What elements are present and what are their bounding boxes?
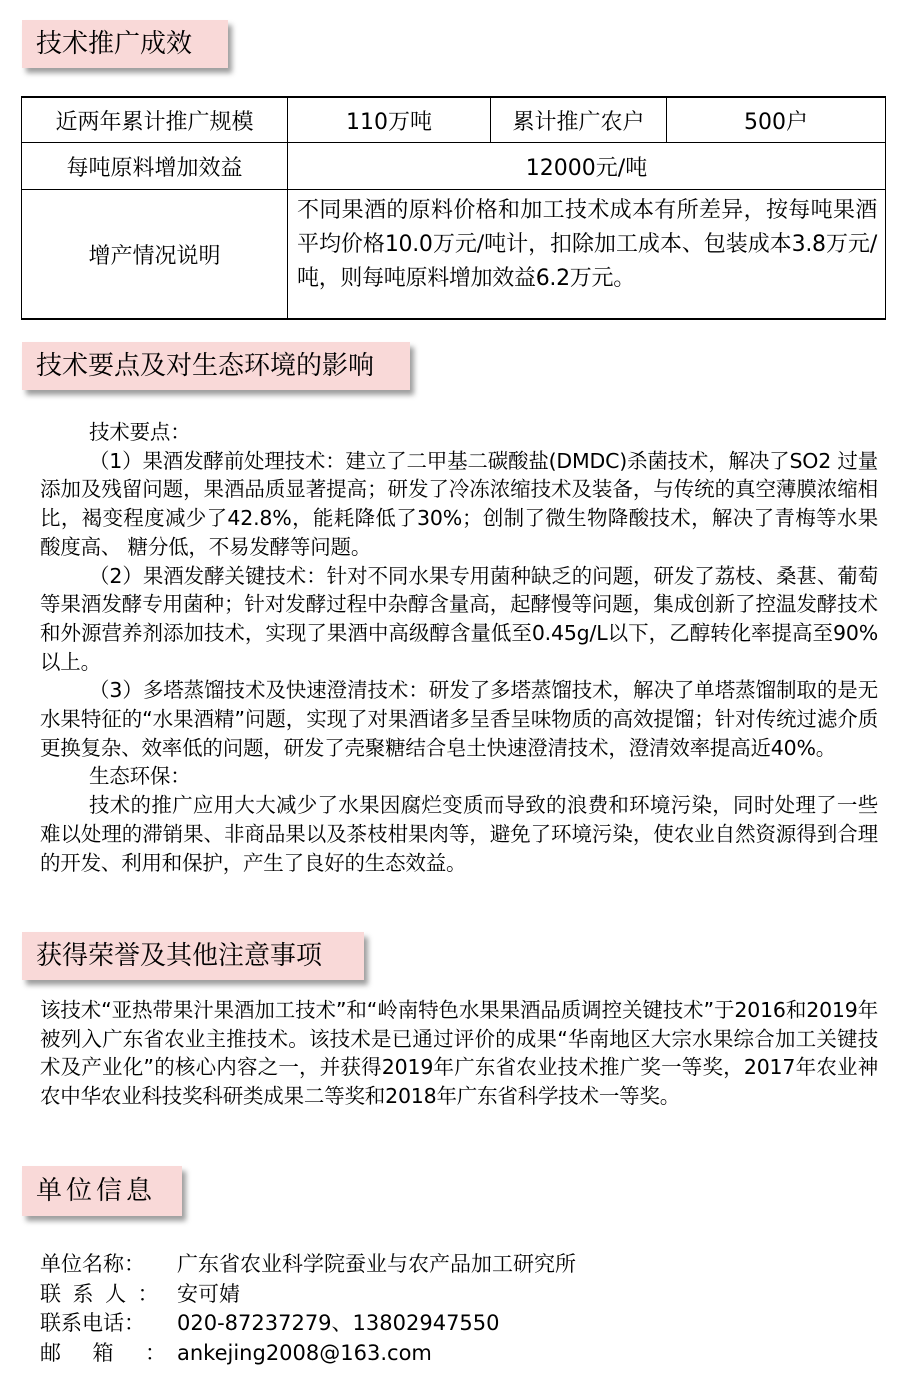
benefit-label-cell: 每吨原料增加效益 xyxy=(22,143,288,190)
note-label-cell: 增产情况说明 xyxy=(22,190,288,320)
eco-heading: 生态环保： xyxy=(89,764,191,789)
honors-text: 该技术“亚热带果汁果酒加工技术”和“岭南特色水果果酒品质调控关键技术”于2016和2019年被列入广东省农业主推技术。该技术是已通过评价的成果“华南地区大宗水果综合加工关键技术及产业化”的核心内容之一，并获得2019年广东省农业技术推广奖一等奖，2017年农业神农中华农业科技奖科研类成果二等奖和2018年广东省科学技术一等奖。 xyxy=(40,998,878,1108)
eco-text: 技术的推广应用大大减少了水果因腐烂变质而导致的浪费和环境污染，同时处理了一些难以处理的滞销果、非商品果以及茶枝柑果肉等，避免了环境污染，使农业自然资源得到合理的开发、利用和保护，产生了良好的生态效益。 xyxy=(40,793,878,875)
table-row xyxy=(22,97,886,143)
contact-person-value: 安可婧 xyxy=(177,1281,240,1306)
phone-label: 联系电话： xyxy=(40,1311,145,1335)
tech-points-body xyxy=(40,418,878,877)
phone-value: 020-87237279、13802947550 xyxy=(177,1311,500,1335)
scale-label-cell: 近两年累计推广规模 xyxy=(22,97,288,143)
tech-point-3: （3）多塔蒸馏技术及快速澄清技术：研发了多塔蒸馏技术，解决了单塔蒸馏制取的是无水果特征的“水果酒精”问题，实现了对果酒诸多呈香呈味物质的高效提馏；针对传统过滤介质更换复杂、效率低的问题，研发了壳聚糖结合皂土快速澄清技术，澄清效率提高近40%。 xyxy=(40,678,878,760)
section-title-unit xyxy=(22,1166,182,1216)
section-title-unit-text: 单位信息 xyxy=(36,1176,157,1206)
note-text-cell: 不同果酒的原料价格和加工技术成本有所差异，按每吨果酒平均价格10.0万元/吨计，扣除加工成本、包装成本3.8万元/吨，则每吨原料增加效益6.2万元。 xyxy=(288,190,886,320)
section-title-effect xyxy=(22,20,228,68)
contact-row-person xyxy=(40,1280,576,1310)
benefit-value-cell: 12000元/吨 xyxy=(288,143,886,190)
section-title-honors-text: 获得荣誉及其他注意事项 xyxy=(36,941,323,971)
contact-row-phone xyxy=(40,1309,576,1339)
scale-value-cell: 110万吨 xyxy=(288,97,491,143)
table-row xyxy=(22,143,886,190)
section-title-effect-text: 技术推广成效 xyxy=(36,29,193,59)
contact-info xyxy=(40,1250,576,1368)
farmers-value-cell: 500户 xyxy=(667,97,886,143)
tech-points-heading: 技术要点： xyxy=(89,420,191,444)
section-title-tech xyxy=(22,342,410,390)
contact-row-email xyxy=(40,1339,576,1369)
email-value[interactable]: ankejing2008@163.com xyxy=(177,1340,432,1365)
email-label: 邮箱： xyxy=(40,1340,198,1365)
tech-point-1: （1）果酒发酵前处理技术：建立了二甲基二碳酸盐(DMDC)杀菌技术，解决了SO2 过量添加及残留问题，果酒品质显著提高；研发了冷冻浓缩技术及装备，与传统的真空薄膜浓缩相比，褐变程度减少了42.8%，能耗降低了30%；创制了微生物降酸技术，解决了青梅等水果酸度高、 糖分低，不易发酵等问题。 xyxy=(40,448,878,559)
honors-body xyxy=(40,996,878,1110)
contact-person-label: 联系人： xyxy=(40,1281,171,1306)
unit-name-label: 单位名称： xyxy=(40,1252,145,1276)
section-title-honors xyxy=(22,932,364,980)
section-title-tech-text: 技术要点及对生态环境的影响 xyxy=(36,351,375,381)
table-row xyxy=(22,190,886,320)
farmers-label-cell: 累计推广农户 xyxy=(491,97,667,143)
contact-row-unit xyxy=(40,1250,576,1280)
unit-name-value: 广东省农业科学院蚕业与农产品加工研究所 xyxy=(177,1252,576,1276)
tech-point-2: （2）果酒发酵关键技术：针对不同水果专用菌种缺乏的问题，研发了荔枝、桑葚、葡萄等果酒发酵专用菌种；针对发酵过程中杂醇含量高，起酵慢等问题，集成创新了控温发酵技术和外源营养剂添加技术，实现了果酒中高级醇含量低至0.45g/L以下，乙醇转化率提高至90%以上。 xyxy=(40,563,878,674)
promotion-stats-table xyxy=(21,96,886,320)
